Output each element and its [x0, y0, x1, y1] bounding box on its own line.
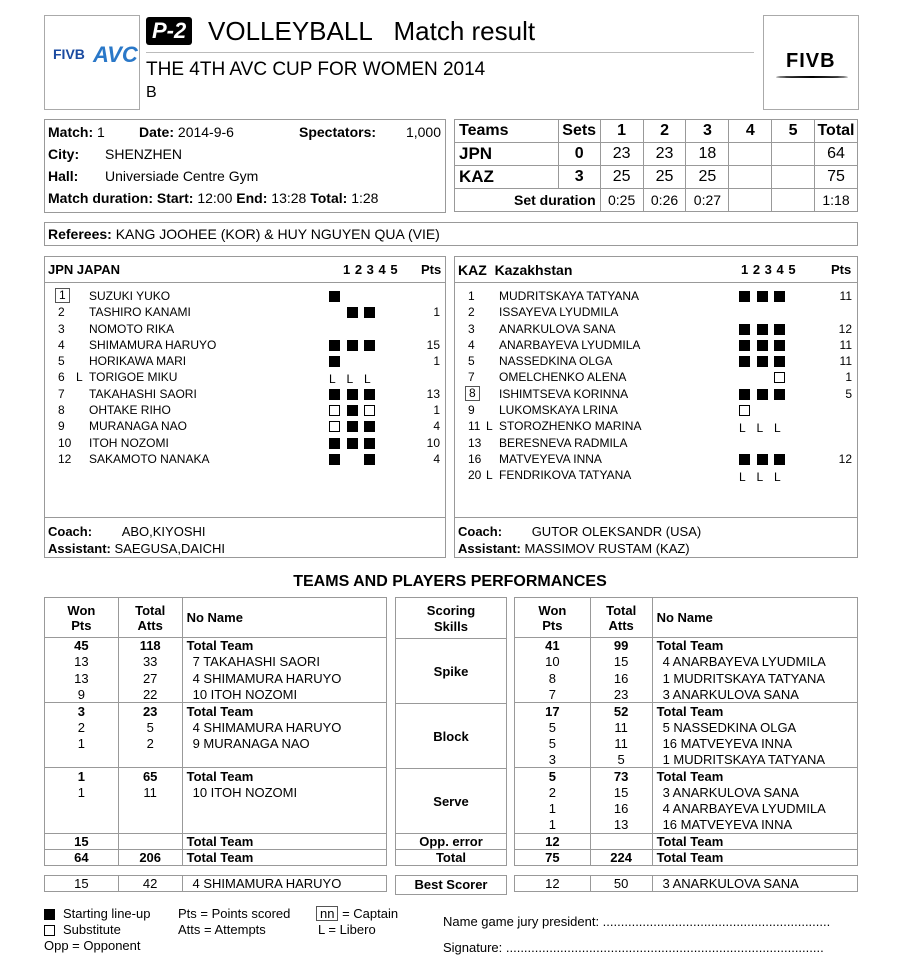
player-row [455, 369, 857, 385]
match-number-line: Match: 1 [48, 124, 105, 140]
starting-square-icon [757, 324, 768, 335]
skill-opp-error: Opp. error [396, 834, 506, 850]
player-row [455, 418, 857, 434]
legend-substitute: Substitute [44, 922, 121, 937]
best-scorer-row: 15 42 4 SHIMAMURA HARUYO [45, 876, 387, 892]
skill-spike: Spike [396, 639, 506, 704]
player-number: 1 [55, 288, 70, 303]
player-name: OHTAKE RIHO [89, 403, 171, 418]
starting-square-icon [364, 438, 375, 449]
player-row [45, 386, 445, 402]
player-points: 15 [426, 337, 440, 352]
player-number: 3 [58, 321, 65, 336]
player-row [45, 321, 445, 337]
starting-square-icon [364, 454, 375, 465]
captain-box-icon: nn [316, 906, 338, 921]
performance-total-row: 64 206 Total Team [45, 849, 387, 865]
performance-row: 3 5 1 MUDRITSKAYA TATYANA [515, 752, 858, 768]
team-a-coach: Coach: ABO,KIYOSHI [48, 524, 206, 539]
player-number: 3 [468, 321, 475, 336]
libero-set-marker: L [756, 421, 764, 436]
performance-table-b-best [514, 875, 858, 892]
spectators-value: 1,000 [405, 124, 441, 140]
substitute-square-icon [44, 925, 55, 936]
starting-square-icon [739, 324, 750, 335]
performance-row: 2 5 4 SHIMAMURA HARUYO [45, 719, 387, 735]
player-name: MATVEYEVA INNA [499, 451, 602, 466]
player-number: 12 [58, 451, 72, 466]
player-row [45, 353, 445, 369]
title-divider [146, 52, 754, 53]
starting-square-icon [739, 454, 750, 465]
starting-square-icon [739, 356, 750, 367]
starting-square-icon [44, 909, 55, 920]
player-row [45, 402, 445, 418]
performance-row: 1 65 Total Team [45, 768, 387, 784]
starting-square-icon [364, 340, 375, 351]
legend-captain: nn = Captain [316, 906, 398, 921]
performance-row [45, 800, 387, 816]
hall-label: Hall: [48, 168, 79, 184]
starting-square-icon [329, 340, 340, 351]
player-number: 2 [58, 305, 65, 320]
starting-square-icon [774, 291, 785, 302]
player-name: ISHIMTSEVA KORINNA [499, 386, 629, 401]
libero-set-marker: L [329, 372, 336, 387]
player-name: SHIMAMURA HARUYO [89, 337, 217, 352]
starting-square-icon [739, 291, 750, 302]
performance-total-row: 75 224 Total Team [515, 849, 858, 865]
match-duration-line: Match duration: Start: 12:00 End: 13:28 Total: 1:28 [48, 190, 379, 206]
starting-square-icon [329, 356, 340, 367]
performance-row [45, 752, 387, 768]
player-number: 5 [468, 354, 475, 369]
performance-row: 7 23 3 ANARKULOVA SANA [515, 686, 858, 702]
team-b-player-list [455, 288, 857, 484]
player-number: 5 [58, 354, 65, 369]
starting-square-icon [739, 340, 750, 351]
player-name: TORIGOE MIKU [89, 370, 178, 385]
team-a-assistant: Assistant: SAEGUSA,DAICHI [48, 541, 226, 556]
player-number: 1 [468, 289, 475, 303]
performance-row: 1 13 16 MATVEYEVA INNA [515, 817, 858, 833]
player-row [455, 467, 857, 483]
fivb-logo-small: FIVB [53, 46, 85, 62]
libero-set-marker: L [739, 470, 746, 485]
performance-opp_error-row: 15 Total Team [45, 833, 387, 849]
libero-set-marker: L [364, 372, 371, 387]
substitute-square-icon [739, 405, 750, 416]
player-name: ISSAYEVA LYUDMILA [499, 305, 619, 320]
player-row [455, 353, 857, 369]
player-number: 11 [468, 419, 481, 434]
player-row [45, 288, 445, 304]
player-row [455, 386, 857, 402]
player-number: 7 [58, 386, 65, 401]
scoring-skills-column: Scoring Skills Spike Block Serve Opp. error Total [395, 597, 507, 866]
starting-square-icon [329, 389, 340, 400]
team-b-pts-header: Pts [831, 262, 852, 277]
skill-total: Total [435, 850, 467, 865]
performance-title: TEAMS AND PLAYERS PERFORMANCES [293, 573, 607, 590]
set-duration-row: Set duration 0:25 0:26 0:27 1:18 [455, 189, 858, 212]
libero-set-marker: L [739, 421, 746, 436]
performance-row: 2 15 3 ANARKULOVA SANA [515, 784, 858, 800]
player-row [455, 321, 857, 337]
team-b-panel [454, 256, 858, 558]
player-points: 11 [839, 337, 852, 352]
skill-block: Block [396, 704, 506, 769]
player-row [45, 304, 445, 320]
player-number: 4 [58, 337, 65, 352]
legend-pts: Pts = Points scored [178, 906, 291, 921]
competition-name: THE 4TH AVC CUP FOR WOMEN 2014 [146, 59, 486, 80]
team-a-player-list [45, 288, 445, 467]
player-name: NOMOTO RIKA [89, 321, 175, 336]
player-points: 1 [433, 403, 440, 418]
performance-row: 17 52 Total Team [515, 703, 858, 719]
player-points: 11 [839, 354, 852, 369]
libero-marker: L [486, 468, 493, 483]
performance-row: 1 11 10 ITOH NOZOMI [45, 784, 387, 800]
legend-atts: Atts = Attempts [178, 922, 266, 937]
libero-marker: L [486, 419, 493, 434]
player-name: TAKAHASHI SAORI [89, 386, 197, 401]
performance-row: 45 118 Total Team [45, 638, 387, 654]
player-row [45, 451, 445, 467]
starting-square-icon [757, 356, 768, 367]
player-number: 6 [58, 370, 65, 385]
skill-serve: Serve [396, 769, 506, 834]
page-title: VOLLEYBALL Match result [208, 16, 536, 46]
performance-row: 13 33 7 TAKAHASHI SAORI [45, 654, 387, 670]
starting-square-icon [329, 291, 340, 302]
player-points: 10 [426, 435, 440, 450]
performance-table-a-best [44, 875, 387, 892]
libero-set-marker: L [774, 421, 781, 436]
team-a-pts-header: Pts [421, 262, 442, 277]
match-date: Date: 2014-9-6 [139, 124, 234, 140]
player-name: ANARKULOVA SANA [499, 321, 616, 336]
starting-square-icon [774, 389, 785, 400]
player-row [455, 402, 857, 418]
libero-set-marker: L [756, 470, 764, 485]
signature-line: Signature: ........................................................................................ [443, 940, 824, 955]
performance-table-b [514, 597, 858, 866]
player-row [455, 288, 857, 304]
starting-square-icon [347, 405, 358, 416]
performance-header-row: Won Pts Total Atts No Name [45, 598, 387, 638]
performance-row: 1 16 4 ANARBAYEVA LYUDMILA [515, 800, 858, 816]
score-header-row: Teams Sets 1 2 3 4 5 Total [455, 120, 858, 143]
player-number: 8 [58, 403, 65, 418]
player-points: 1 [845, 370, 852, 385]
hall-value: Universiade Centre Gym [105, 168, 259, 184]
substitute-square-icon [329, 405, 340, 416]
starting-square-icon [774, 454, 785, 465]
starting-square-icon [757, 291, 768, 302]
starting-square-icon [347, 421, 358, 432]
player-number: 10 [58, 435, 72, 450]
player-row [455, 435, 857, 451]
starting-square-icon [347, 438, 358, 449]
player-number: 16 [468, 451, 482, 466]
performance-row: 13 27 4 SHIMAMURA HARUYO [45, 670, 387, 686]
player-name: SAKAMOTO NANAKA [89, 451, 210, 466]
starting-square-icon [739, 389, 750, 400]
performance-table-a [44, 597, 387, 866]
substitute-square-icon [774, 372, 785, 383]
score-table [454, 119, 858, 212]
player-row [455, 337, 857, 353]
best-scorer-label: Best Scorer [395, 875, 507, 895]
starting-square-icon [757, 389, 768, 400]
player-name: SUZUKI YUKO [89, 289, 171, 303]
player-number: 8 [465, 386, 480, 401]
performance-row: 5 11 16 MATVEYEVA INNA [515, 735, 858, 751]
fivb-logo: FIVB [786, 50, 836, 72]
libero-set-marker: L [346, 372, 354, 387]
pool-label: B [146, 84, 157, 101]
player-points: 12 [838, 451, 852, 466]
legend-opp: Opp = Opponent [44, 938, 141, 953]
score-row-kaz: KAZ 3 25 25 25 75 [455, 166, 858, 189]
starting-square-icon [757, 454, 768, 465]
player-name: FENDRIKOVA TATYANA [499, 468, 632, 483]
starting-square-icon [329, 438, 340, 449]
starting-square-icon [364, 421, 375, 432]
player-row [455, 304, 857, 320]
starting-square-icon [347, 307, 358, 318]
performance-row: 8 16 1 MUDRITSKAYA TATYANA [515, 670, 858, 686]
spectators-label: Spectators: [299, 124, 377, 140]
team-b-coach: Coach: GUTOR OLEKSANDR (USA) [458, 524, 702, 539]
player-points: 1 [433, 305, 440, 320]
player-name: LUKOMSKAYA LRINA [499, 403, 618, 418]
player-number: 9 [58, 419, 65, 434]
score-row-jpn: JPN 0 23 23 18 64 [455, 143, 858, 166]
player-number: 13 [468, 435, 482, 450]
starting-square-icon [364, 389, 375, 400]
team-b-sets-header: 1 2 3 4 5 [741, 262, 796, 277]
performance-opp_error-row: 12 Total Team [515, 833, 858, 849]
substitute-square-icon [329, 421, 340, 432]
starting-square-icon [347, 340, 358, 351]
team-a-title: JPN JAPAN [48, 262, 121, 277]
player-name: MURANAGA NAO [89, 419, 188, 434]
player-row [45, 435, 445, 451]
player-points: 5 [845, 386, 852, 401]
player-points: 4 [433, 419, 440, 434]
best-scorer-row: 12 50 3 ANARKULOVA SANA [515, 876, 858, 892]
player-name: STOROZHENKO MARINA [499, 419, 642, 434]
player-row [45, 337, 445, 353]
team-b-assistant: Assistant: MASSIMOV RUSTAM (KAZ) [458, 541, 690, 556]
performance-row: 1 2 9 MURANAGA NAO [45, 735, 387, 751]
player-name: BERESNEVA RADMILA [499, 435, 628, 450]
legend-starting: Starting line-up [44, 906, 150, 921]
libero-set-marker: L [774, 470, 781, 485]
player-row [455, 451, 857, 467]
substitute-square-icon [364, 405, 375, 416]
player-name: ITOH NOZOMI [89, 435, 169, 450]
match-info-panel [44, 119, 446, 213]
team-b-title: KAZ Kazakhstan [458, 262, 573, 278]
player-name: NASSEDKINA OLGA [499, 354, 613, 369]
fivb-swoosh-icon [776, 76, 848, 78]
performance-header-row: Won Pts Total Atts No Name [515, 598, 858, 638]
starting-square-icon [774, 340, 785, 351]
legend-libero: L = Libero [318, 922, 376, 937]
performance-row: 5 73 Total Team [515, 768, 858, 784]
fivb-logo-box [763, 15, 859, 110]
performance-row: 3 23 Total Team [45, 703, 387, 719]
starting-square-icon [774, 324, 785, 335]
player-number: 9 [468, 403, 475, 418]
libero-marker: L [76, 370, 83, 385]
player-name: TASHIRO KANAMI [89, 305, 191, 320]
starting-square-icon [329, 454, 340, 465]
team-a-sets-header: 1 2 3 4 5 [343, 262, 398, 277]
city-label: City: [48, 146, 80, 162]
player-points: 1 [433, 354, 440, 369]
player-number: 4 [468, 337, 475, 352]
starting-square-icon [757, 340, 768, 351]
team-a-panel [44, 256, 446, 558]
avc-fivb-logo-box [44, 15, 140, 110]
player-number: 20 [468, 468, 482, 483]
player-number: 2 [468, 305, 475, 320]
starting-square-icon [774, 356, 785, 367]
starting-square-icon [364, 307, 375, 318]
performance-row: 10 15 4 ANARBAYEVA LYUDMILA [515, 654, 858, 670]
player-number: 7 [468, 370, 475, 385]
player-name: HORIKAWA MARI [89, 354, 187, 369]
performance-row [45, 817, 387, 833]
city-value: SHENZHEN [105, 146, 183, 162]
starting-square-icon [347, 389, 358, 400]
player-points: 12 [838, 321, 852, 336]
jury-president-line: Name game jury president: ............................................................... [443, 914, 831, 929]
avc-logo: AVC [93, 42, 138, 67]
player-name: ANARBAYEVA LYUDMILA [499, 337, 641, 352]
player-name: OMELCHENKO ALENA [499, 370, 627, 385]
referees-bar: Referees: KANG JOOHEE (KOR) & HUY NGUYEN QUA (VIE) [44, 222, 858, 246]
performance-row: 9 22 10 ITOH NOZOMI [45, 686, 387, 702]
player-row [45, 418, 445, 434]
player-points: 4 [433, 451, 440, 466]
performance-row: 5 11 5 NASSEDKINA OLGA [515, 719, 858, 735]
page-badge: P-2 [146, 17, 192, 45]
performance-row: 41 99 Total Team [515, 638, 858, 654]
player-points: 13 [426, 386, 440, 401]
player-row [45, 369, 445, 385]
player-name: MUDRITSKAYA TATYANA [499, 289, 640, 303]
player-points: 11 [839, 289, 852, 303]
